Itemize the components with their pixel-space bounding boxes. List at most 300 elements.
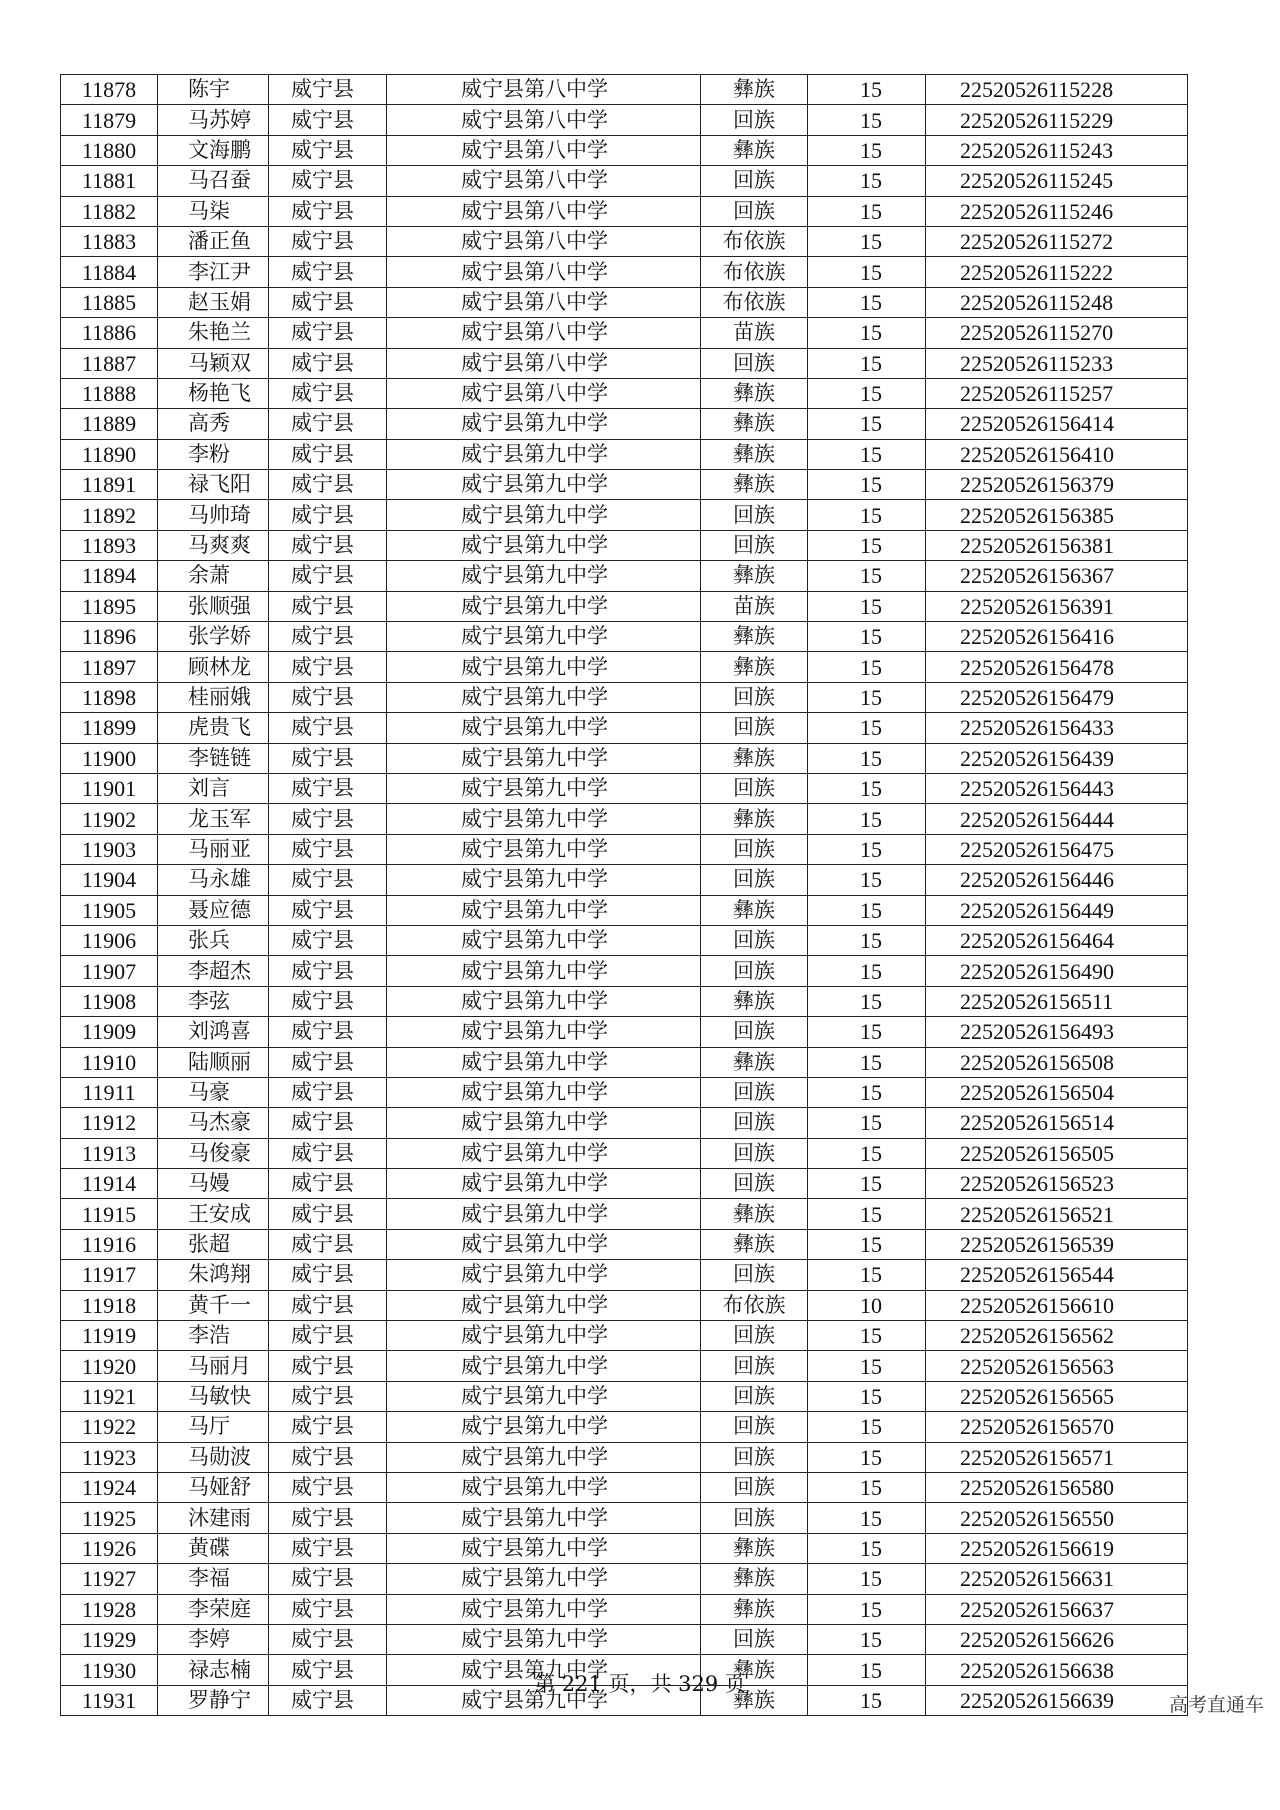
county-cell: 威宁县 (269, 682, 387, 712)
ethnicity-cell: 彝族 (701, 986, 808, 1016)
row-number-cell: 11925 (61, 1503, 158, 1533)
county-cell: 威宁县 (269, 1503, 387, 1533)
exam-number-cell: 22520526156571 (926, 1442, 1188, 1472)
school-cell: 威宁县第八中学 (387, 318, 701, 348)
student-name-cell: 虎贵飞 (158, 713, 269, 743)
ethnicity-cell: 回族 (701, 834, 808, 864)
exam-number-cell: 22520526156367 (926, 561, 1188, 591)
student-name-cell: 马俊豪 (158, 1138, 269, 1168)
exam-number-cell: 22520526115228 (926, 75, 1188, 105)
county-cell: 威宁县 (269, 378, 387, 408)
county-cell: 威宁县 (269, 561, 387, 591)
row-number-cell: 11900 (61, 743, 158, 773)
student-name-cell: 马爽爽 (158, 530, 269, 560)
bonus-points-cell: 10 (808, 1290, 926, 1320)
ethnicity-cell: 回族 (701, 956, 808, 986)
exam-number-cell: 22520526156511 (926, 986, 1188, 1016)
row-number-cell: 11911 (61, 1077, 158, 1107)
row-number-cell: 11892 (61, 500, 158, 530)
row-number-cell: 11924 (61, 1472, 158, 1502)
school-cell: 威宁县第九中学 (387, 1503, 701, 1533)
county-cell: 威宁县 (269, 743, 387, 773)
student-name-cell: 朱艳兰 (158, 318, 269, 348)
ethnicity-cell: 回族 (701, 1381, 808, 1411)
school-cell: 威宁县第九中学 (387, 804, 701, 834)
table-row (61, 166, 1188, 196)
row-number-cell: 11897 (61, 652, 158, 682)
exam-number-cell: 22520526115245 (926, 166, 1188, 196)
exam-number-cell: 22520526156490 (926, 956, 1188, 986)
exam-number-cell: 22520526156444 (926, 804, 1188, 834)
student-list-table (60, 74, 1188, 1716)
exam-number-cell: 22520526156414 (926, 409, 1188, 439)
bonus-points-cell: 15 (808, 773, 926, 803)
county-cell: 威宁县 (269, 925, 387, 955)
exam-number-cell: 22520526156443 (926, 773, 1188, 803)
student-name-cell: 马颖双 (158, 348, 269, 378)
bonus-points-cell: 15 (808, 500, 926, 530)
bonus-points-cell: 15 (808, 287, 926, 317)
school-cell: 威宁县第八中学 (387, 287, 701, 317)
row-number-cell: 11902 (61, 804, 158, 834)
table-row (61, 834, 1188, 864)
county-cell: 威宁县 (269, 1381, 387, 1411)
school-cell: 威宁县第九中学 (387, 1472, 701, 1502)
table-row (61, 1199, 1188, 1229)
county-cell: 威宁县 (269, 1685, 387, 1715)
bonus-points-cell: 15 (808, 682, 926, 712)
exam-number-cell: 22520526115272 (926, 226, 1188, 256)
exam-number-cell: 22520526115246 (926, 196, 1188, 226)
county-cell: 威宁县 (269, 1564, 387, 1594)
bonus-points-cell: 15 (808, 1351, 926, 1381)
exam-number-cell: 22520526156478 (926, 652, 1188, 682)
bonus-points-cell: 15 (808, 530, 926, 560)
ethnicity-cell: 彝族 (701, 1199, 808, 1229)
student-name-cell: 张学娇 (158, 622, 269, 652)
table-row (61, 713, 1188, 743)
student-name-cell: 朱鸿翔 (158, 1260, 269, 1290)
row-number-cell: 11915 (61, 1199, 158, 1229)
school-cell: 威宁县第九中学 (387, 1412, 701, 1442)
county-cell: 威宁县 (269, 652, 387, 682)
student-name-cell: 马嫚 (158, 1169, 269, 1199)
exam-number-cell: 22520526156391 (926, 591, 1188, 621)
school-cell: 威宁县第九中学 (387, 591, 701, 621)
student-name-cell: 马厅 (158, 1412, 269, 1442)
ethnicity-cell: 彝族 (701, 439, 808, 469)
school-cell: 威宁县第九中学 (387, 439, 701, 469)
bonus-points-cell: 15 (808, 226, 926, 256)
bonus-points-cell: 15 (808, 1533, 926, 1563)
row-number-cell: 11890 (61, 439, 158, 469)
school-cell: 威宁县第九中学 (387, 1655, 701, 1685)
county-cell: 威宁县 (269, 287, 387, 317)
school-cell: 威宁县第九中学 (387, 500, 701, 530)
ethnicity-cell: 彝族 (701, 1594, 808, 1624)
table-row (61, 1047, 1188, 1077)
ethnicity-cell: 彝族 (701, 1533, 808, 1563)
ethnicity-cell: 回族 (701, 1351, 808, 1381)
bonus-points-cell: 15 (808, 895, 926, 925)
school-cell: 威宁县第九中学 (387, 1017, 701, 1047)
exam-number-cell: 22520526156639 (926, 1685, 1188, 1715)
bonus-points-cell: 15 (808, 348, 926, 378)
exam-number-cell: 22520526156508 (926, 1047, 1188, 1077)
student-name-cell: 文海鹏 (158, 135, 269, 165)
row-number-cell: 11921 (61, 1381, 158, 1411)
county-cell: 威宁县 (269, 1321, 387, 1351)
ethnicity-cell: 回族 (701, 1108, 808, 1138)
school-cell: 威宁县第八中学 (387, 378, 701, 408)
bonus-points-cell: 15 (808, 986, 926, 1016)
ethnicity-cell: 回族 (701, 713, 808, 743)
table-body (61, 75, 1188, 1716)
bonus-points-cell: 15 (808, 1229, 926, 1259)
school-cell: 威宁县第九中学 (387, 1442, 701, 1472)
student-name-cell: 杨艳飞 (158, 378, 269, 408)
school-cell: 威宁县第九中学 (387, 743, 701, 773)
bonus-points-cell: 15 (808, 1321, 926, 1351)
exam-number-cell: 22520526156504 (926, 1077, 1188, 1107)
county-cell: 威宁县 (269, 1138, 387, 1168)
county-cell: 威宁县 (269, 1169, 387, 1199)
table-row (61, 530, 1188, 560)
bonus-points-cell: 15 (808, 865, 926, 895)
exam-number-cell: 22520526156505 (926, 1138, 1188, 1168)
school-cell: 威宁县第九中学 (387, 1685, 701, 1715)
table-row (61, 1260, 1188, 1290)
bonus-points-cell: 15 (808, 409, 926, 439)
school-cell: 威宁县第九中学 (387, 1290, 701, 1320)
student-name-cell: 罗静宁 (158, 1685, 269, 1715)
table-row (61, 439, 1188, 469)
table-row (61, 1229, 1188, 1259)
table-row (61, 75, 1188, 105)
table-row (61, 743, 1188, 773)
county-cell: 威宁县 (269, 956, 387, 986)
student-name-cell: 马勋波 (158, 1442, 269, 1472)
ethnicity-cell: 回族 (701, 500, 808, 530)
exam-number-cell: 22520526156610 (926, 1290, 1188, 1320)
county-cell: 威宁县 (269, 1047, 387, 1077)
school-cell: 威宁县第九中学 (387, 530, 701, 560)
ethnicity-cell: 回族 (701, 1260, 808, 1290)
ethnicity-cell: 回族 (701, 196, 808, 226)
page-footer: 第 221 页，共 329 页 (534, 1672, 746, 1696)
student-name-cell: 李荣庭 (158, 1594, 269, 1624)
exam-number-cell: 22520526156410 (926, 439, 1188, 469)
school-cell: 威宁县第九中学 (387, 1381, 701, 1411)
ethnicity-cell: 彝族 (701, 1229, 808, 1259)
ethnicity-cell: 布依族 (701, 226, 808, 256)
table-row (61, 652, 1188, 682)
school-cell: 威宁县第九中学 (387, 1108, 701, 1138)
county-cell: 威宁县 (269, 1351, 387, 1381)
row-number-cell: 11928 (61, 1594, 158, 1624)
table-row (61, 1169, 1188, 1199)
county-cell: 威宁县 (269, 470, 387, 500)
county-cell: 威宁县 (269, 773, 387, 803)
bonus-points-cell: 15 (808, 1503, 926, 1533)
ethnicity-cell: 回族 (701, 682, 808, 712)
student-name-cell: 潘正鱼 (158, 226, 269, 256)
exam-number-cell: 22520526156631 (926, 1564, 1188, 1594)
table-row (61, 1533, 1188, 1563)
student-name-cell: 黄千一 (158, 1290, 269, 1320)
school-cell: 威宁县第九中学 (387, 1138, 701, 1168)
bonus-points-cell: 15 (808, 652, 926, 682)
county-cell: 威宁县 (269, 1017, 387, 1047)
table-row (61, 865, 1188, 895)
bonus-points-cell: 15 (808, 743, 926, 773)
school-cell: 威宁县第九中学 (387, 986, 701, 1016)
bonus-points-cell: 15 (808, 1108, 926, 1138)
county-cell: 威宁县 (269, 1533, 387, 1563)
row-number-cell: 11899 (61, 713, 158, 743)
ethnicity-cell: 彝族 (701, 743, 808, 773)
county-cell: 威宁县 (269, 500, 387, 530)
county-cell: 威宁县 (269, 166, 387, 196)
row-number-cell: 11901 (61, 773, 158, 803)
table-row (61, 1017, 1188, 1047)
table-row (61, 1594, 1188, 1624)
student-name-cell: 陆顺丽 (158, 1047, 269, 1077)
table-row (61, 561, 1188, 591)
county-cell: 威宁县 (269, 865, 387, 895)
county-cell: 威宁县 (269, 1442, 387, 1472)
county-cell: 威宁县 (269, 1077, 387, 1107)
school-cell: 威宁县第九中学 (387, 925, 701, 955)
school-cell: 威宁县第八中学 (387, 348, 701, 378)
school-cell: 威宁县第九中学 (387, 1351, 701, 1381)
bonus-points-cell: 15 (808, 1138, 926, 1168)
county-cell: 威宁县 (269, 196, 387, 226)
table-row (61, 925, 1188, 955)
county-cell: 威宁县 (269, 105, 387, 135)
table-row (61, 1077, 1188, 1107)
table-row (61, 1564, 1188, 1594)
student-name-cell: 李粉 (158, 439, 269, 469)
row-number-cell: 11881 (61, 166, 158, 196)
student-name-cell: 聂应德 (158, 895, 269, 925)
table-row (61, 1381, 1188, 1411)
student-name-cell: 龙玉军 (158, 804, 269, 834)
table-row (61, 196, 1188, 226)
exam-number-cell: 22520526156619 (926, 1533, 1188, 1563)
bonus-points-cell: 15 (808, 1260, 926, 1290)
row-number-cell: 11883 (61, 226, 158, 256)
county-cell: 威宁县 (269, 75, 387, 105)
bonus-points-cell: 15 (808, 1685, 926, 1715)
student-name-cell: 马柒 (158, 196, 269, 226)
row-number-cell: 11917 (61, 1260, 158, 1290)
row-number-cell: 11913 (61, 1138, 158, 1168)
student-name-cell: 李婷 (158, 1624, 269, 1654)
row-number-cell: 11895 (61, 591, 158, 621)
table-row (61, 682, 1188, 712)
ethnicity-cell: 回族 (701, 1442, 808, 1472)
exam-number-cell: 22520526115222 (926, 257, 1188, 287)
table-row (61, 105, 1188, 135)
school-cell: 威宁县第九中学 (387, 682, 701, 712)
county-cell: 威宁县 (269, 622, 387, 652)
student-name-cell: 张顺强 (158, 591, 269, 621)
ethnicity-cell: 回族 (701, 530, 808, 560)
student-name-cell: 马丽亚 (158, 834, 269, 864)
table-row (61, 1442, 1188, 1472)
table-row (61, 287, 1188, 317)
exam-number-cell: 22520526115257 (926, 378, 1188, 408)
table-row (61, 1472, 1188, 1502)
student-name-cell: 李浩 (158, 1321, 269, 1351)
bonus-points-cell: 15 (808, 1412, 926, 1442)
row-number-cell: 11886 (61, 318, 158, 348)
student-name-cell: 禄志楠 (158, 1655, 269, 1685)
table-row (61, 409, 1188, 439)
exam-number-cell: 22520526156514 (926, 1108, 1188, 1138)
row-number-cell: 11903 (61, 834, 158, 864)
table-row (61, 226, 1188, 256)
ethnicity-cell: 回族 (701, 348, 808, 378)
school-cell: 威宁县第八中学 (387, 257, 701, 287)
exam-number-cell: 22520526156539 (926, 1229, 1188, 1259)
bonus-points-cell: 15 (808, 956, 926, 986)
school-cell: 威宁县第九中学 (387, 561, 701, 591)
bonus-points-cell: 15 (808, 1472, 926, 1502)
exam-number-cell: 22520526156439 (926, 743, 1188, 773)
ethnicity-cell: 彝族 (701, 135, 808, 165)
table-row (61, 318, 1188, 348)
exam-number-cell: 22520526156446 (926, 865, 1188, 895)
exam-number-cell: 22520526156523 (926, 1169, 1188, 1199)
county-cell: 威宁县 (269, 1594, 387, 1624)
bonus-points-cell: 15 (808, 1594, 926, 1624)
bonus-points-cell: 15 (808, 1199, 926, 1229)
table-row (61, 622, 1188, 652)
county-cell: 威宁县 (269, 1260, 387, 1290)
school-cell: 威宁县第九中学 (387, 956, 701, 986)
bonus-points-cell: 15 (808, 925, 926, 955)
exam-number-cell: 22520526156580 (926, 1472, 1188, 1502)
student-name-cell: 马敏快 (158, 1381, 269, 1411)
county-cell: 威宁县 (269, 1199, 387, 1229)
bonus-points-cell: 15 (808, 318, 926, 348)
student-name-cell: 赵玉娟 (158, 287, 269, 317)
row-number-cell: 11896 (61, 622, 158, 652)
exam-number-cell: 22520526115233 (926, 348, 1188, 378)
bonus-points-cell: 15 (808, 196, 926, 226)
school-cell: 威宁县第九中学 (387, 652, 701, 682)
school-cell: 威宁县第八中学 (387, 75, 701, 105)
student-name-cell: 刘鸿喜 (158, 1017, 269, 1047)
bonus-points-cell: 15 (808, 1077, 926, 1107)
table-row (61, 1351, 1188, 1381)
ethnicity-cell: 彝族 (701, 561, 808, 591)
school-cell: 威宁县第九中学 (387, 865, 701, 895)
exam-number-cell: 22520526115243 (926, 135, 1188, 165)
county-cell: 威宁县 (269, 1655, 387, 1685)
bonus-points-cell: 15 (808, 561, 926, 591)
bonus-points-cell: 15 (808, 1047, 926, 1077)
table-row (61, 1290, 1188, 1320)
row-number-cell: 11885 (61, 287, 158, 317)
table-row (61, 1412, 1188, 1442)
student-name-cell: 禄飞阳 (158, 470, 269, 500)
row-number-cell: 11916 (61, 1229, 158, 1259)
row-number-cell: 11922 (61, 1412, 158, 1442)
exam-number-cell: 22520526156493 (926, 1017, 1188, 1047)
table-row (61, 804, 1188, 834)
exam-number-cell: 22520526156381 (926, 530, 1188, 560)
row-number-cell: 11908 (61, 986, 158, 1016)
student-name-cell: 黄碟 (158, 1533, 269, 1563)
school-cell: 威宁县第九中学 (387, 773, 701, 803)
row-number-cell: 11888 (61, 378, 158, 408)
ethnicity-cell: 布依族 (701, 287, 808, 317)
row-number-cell: 11912 (61, 1108, 158, 1138)
school-cell: 威宁县第九中学 (387, 1321, 701, 1351)
ethnicity-cell: 彝族 (701, 652, 808, 682)
table-row (61, 986, 1188, 1016)
school-cell: 威宁县第九中学 (387, 622, 701, 652)
row-number-cell: 11923 (61, 1442, 158, 1472)
student-name-cell: 刘言 (158, 773, 269, 803)
row-number-cell: 11919 (61, 1321, 158, 1351)
county-cell: 威宁县 (269, 1472, 387, 1502)
school-cell: 威宁县第八中学 (387, 135, 701, 165)
row-number-cell: 11914 (61, 1169, 158, 1199)
ethnicity-cell: 彝族 (701, 1564, 808, 1594)
school-cell: 威宁县第九中学 (387, 1594, 701, 1624)
school-cell: 威宁县第八中学 (387, 166, 701, 196)
student-name-cell: 李链链 (158, 743, 269, 773)
county-cell: 威宁县 (269, 135, 387, 165)
county-cell: 威宁县 (269, 1290, 387, 1320)
row-number-cell: 11904 (61, 865, 158, 895)
county-cell: 威宁县 (269, 439, 387, 469)
row-number-cell: 11926 (61, 1533, 158, 1563)
county-cell: 威宁县 (269, 1229, 387, 1259)
exam-number-cell: 22520526156379 (926, 470, 1188, 500)
table-row (61, 895, 1188, 925)
student-name-cell: 王安成 (158, 1199, 269, 1229)
ethnicity-cell: 回族 (701, 1169, 808, 1199)
exam-number-cell: 22520526156449 (926, 895, 1188, 925)
school-cell: 威宁县第九中学 (387, 713, 701, 743)
ethnicity-cell: 回族 (701, 1472, 808, 1502)
ethnicity-cell: 苗族 (701, 591, 808, 621)
bonus-points-cell: 15 (808, 257, 926, 287)
student-name-cell: 马召蚕 (158, 166, 269, 196)
exam-number-cell: 22520526156550 (926, 1503, 1188, 1533)
table-row (61, 470, 1188, 500)
county-cell: 威宁县 (269, 713, 387, 743)
bonus-points-cell: 15 (808, 834, 926, 864)
table-row (61, 257, 1188, 287)
school-cell: 威宁县第九中学 (387, 1624, 701, 1654)
county-cell: 威宁县 (269, 591, 387, 621)
table-row (61, 1503, 1188, 1533)
exam-number-cell: 22520526156416 (926, 622, 1188, 652)
exam-number-cell: 22520526115229 (926, 105, 1188, 135)
school-cell: 威宁县第九中学 (387, 834, 701, 864)
ethnicity-cell: 回族 (701, 105, 808, 135)
county-cell: 威宁县 (269, 1108, 387, 1138)
student-name-cell: 陈宇 (158, 75, 269, 105)
table-row (61, 1108, 1188, 1138)
row-number-cell: 11930 (61, 1655, 158, 1685)
